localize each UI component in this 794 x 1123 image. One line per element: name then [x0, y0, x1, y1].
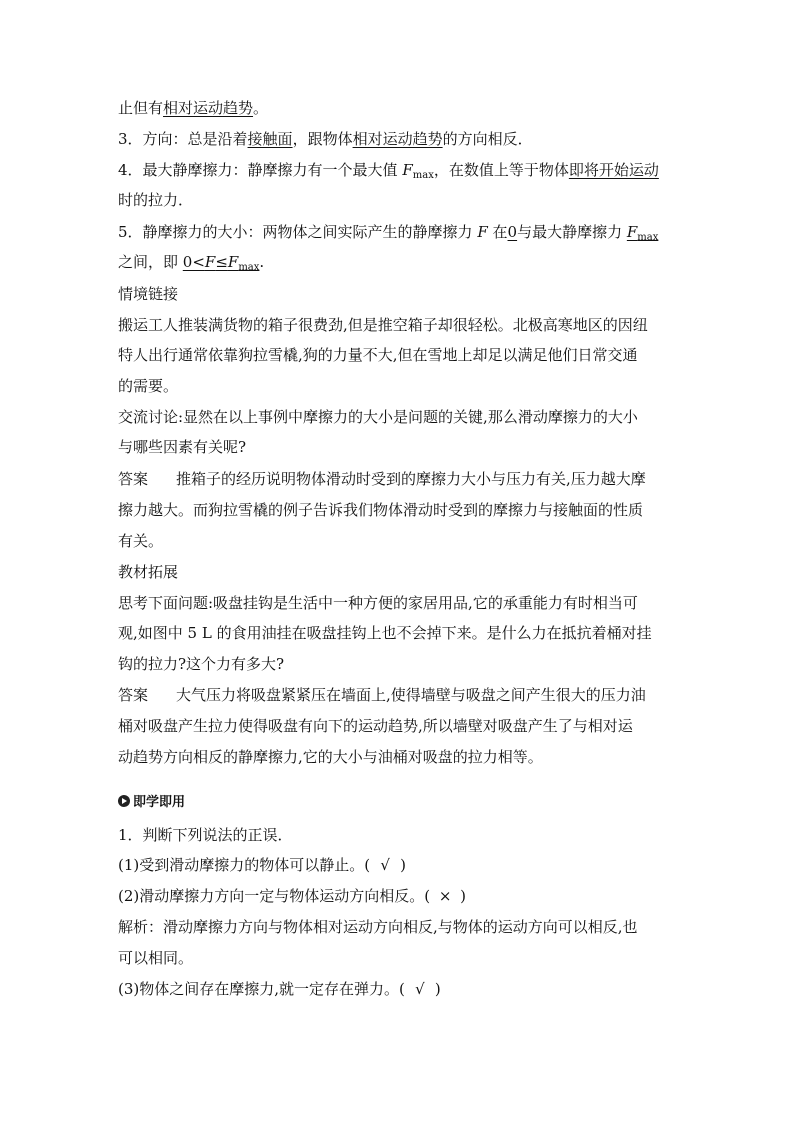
practice-statement [118, 979, 441, 999]
paren-close: ) [434, 980, 441, 998]
text: 时的拉力． [118, 191, 194, 209]
symbol-f: F [626, 223, 638, 241]
answer-line: 擦力越大。而狗拉雪橇的例子告诉我们物体滑动时受到的摩擦力与接触面的性质 [118, 501, 644, 519]
answer-text: 推箱子的经历说明物体滑动时受到的摩擦力大小与压力有关,压力越大摩 [176, 470, 646, 488]
answer-line [118, 469, 646, 489]
text: 5．静摩擦力的大小：两物体之间实际产生的静摩擦力 [118, 223, 478, 241]
context-text-line: 的需要。 [118, 377, 179, 395]
paren-close: ) [460, 887, 466, 905]
subscript-max: max [238, 262, 260, 273]
statement-text: (1)受到滑动摩擦力的物体可以静止。( [118, 856, 371, 874]
text: 3．方向：总是沿着 [118, 130, 248, 148]
text: 。 [253, 99, 269, 117]
para-max-static-friction-cont [118, 190, 193, 210]
text: 与最大静摩擦力 [517, 223, 627, 241]
symbol-f: F [477, 223, 488, 241]
symbol-f: F [227, 253, 239, 271]
text: ≤ [215, 253, 228, 271]
explanation-line: 解析：滑动摩擦力方向与物体相对运动方向相反,与物体的运动方向可以相反,也 [118, 918, 638, 936]
practice-statement [118, 886, 466, 906]
answer-text: 大气压力将吸盘紧紧压在墙面上,使得墙壁与吸盘之间产生很大的压力油 [176, 686, 646, 704]
underlined-term [627, 223, 659, 241]
section-heading-practice [118, 793, 185, 813]
play-circle-icon [118, 795, 130, 807]
para-max-static-friction [118, 160, 659, 180]
practice-statement [118, 855, 406, 875]
statement-text: (2)滑动摩擦力方向一定与物体运动方向相反。( [118, 887, 431, 905]
answer-label: 答案 [118, 686, 149, 704]
paren-close: ) [400, 856, 406, 874]
para-static-friction-size-cont [118, 252, 264, 272]
context-text-line: 搬运工人推装满货物的箱子很费劲,但是推空箱子却很轻松。北极高寒地区的因纽 [118, 316, 648, 334]
underlined-term: 0 [507, 223, 518, 241]
subscript-max: max [412, 170, 434, 181]
answer-line: 动趋势方向相反的静摩擦力,它的大小与油桶对吸盘的拉力相等。 [118, 748, 543, 766]
statement-text: (3)物体之间存在摩擦力,就一定存在弹力。( [118, 980, 405, 998]
textbook-question: 思考下面问题:吸盘挂钩是生活中一种方便的家居用品,它的承重能力有时相当可 [118, 594, 638, 612]
subscript-max: max [637, 232, 659, 243]
text: 0< [182, 253, 205, 271]
text: 在 [487, 223, 508, 241]
para-direction [118, 129, 533, 149]
text: 止但有 [118, 99, 164, 117]
answer-line: 有关。 [118, 532, 164, 550]
text: ，跟物体 [292, 130, 353, 148]
answer-label: 答案 [118, 470, 149, 488]
section-heading-textbook: 教材拓展 [118, 563, 179, 581]
underlined-term: 接触面 [247, 130, 293, 148]
cross-mark: × [438, 887, 452, 905]
para-static-friction-size [118, 222, 658, 242]
underlined-term: 相对运动趋势 [352, 130, 443, 148]
underlined-term: 相对运动趋势 [163, 99, 254, 117]
check-mark: √ [380, 856, 390, 874]
symbol-f: F [402, 161, 413, 179]
text: . [259, 253, 265, 271]
check-mark: √ [415, 980, 425, 998]
textbook-question: 钩的拉力?这个力有多大? [118, 655, 285, 673]
explanation-line: 可以相同。 [118, 949, 194, 967]
text: 4．最大静摩擦力：静摩擦力有一个最大值 [118, 161, 403, 179]
section-heading-context: 情境链接 [118, 285, 179, 303]
para-static-friction-intro [118, 98, 268, 118]
discussion-question: 交流讨论:显然在以上事例中摩擦力的大小是问题的关键,那么滑动摩擦力的大小 [118, 408, 638, 426]
context-text-line: 特人出行通常依靠狗拉雪橇,狗的力量不大,但在雪地上却足以满足他们日常交通 [118, 346, 638, 364]
symbol-f: F [204, 253, 216, 271]
text: 的方向相反． [442, 130, 533, 148]
discussion-question: 与哪些因素有关呢? [118, 438, 247, 456]
underlined-term: 即将开始运动 [568, 161, 659, 179]
answer-line: 桶对吸盘产生拉力使得吸盘有向下的运动趋势,所以墙壁对吸盘产生了与相对运 [118, 717, 633, 735]
text: ，在数值上等于物体 [433, 161, 569, 179]
answer-line [118, 685, 646, 705]
practice-question: 1．判断下列说法的正误． [118, 826, 293, 844]
text: 之间，即 [118, 253, 183, 271]
underlined-range [183, 253, 260, 271]
practice-heading-text: 即学即用 [133, 795, 186, 810]
textbook-question: 观,如图中 5 L 的食用油挂在吸盘挂钩上也不会掉下来。是什么力在抵抗着桶对挂 [118, 624, 652, 642]
